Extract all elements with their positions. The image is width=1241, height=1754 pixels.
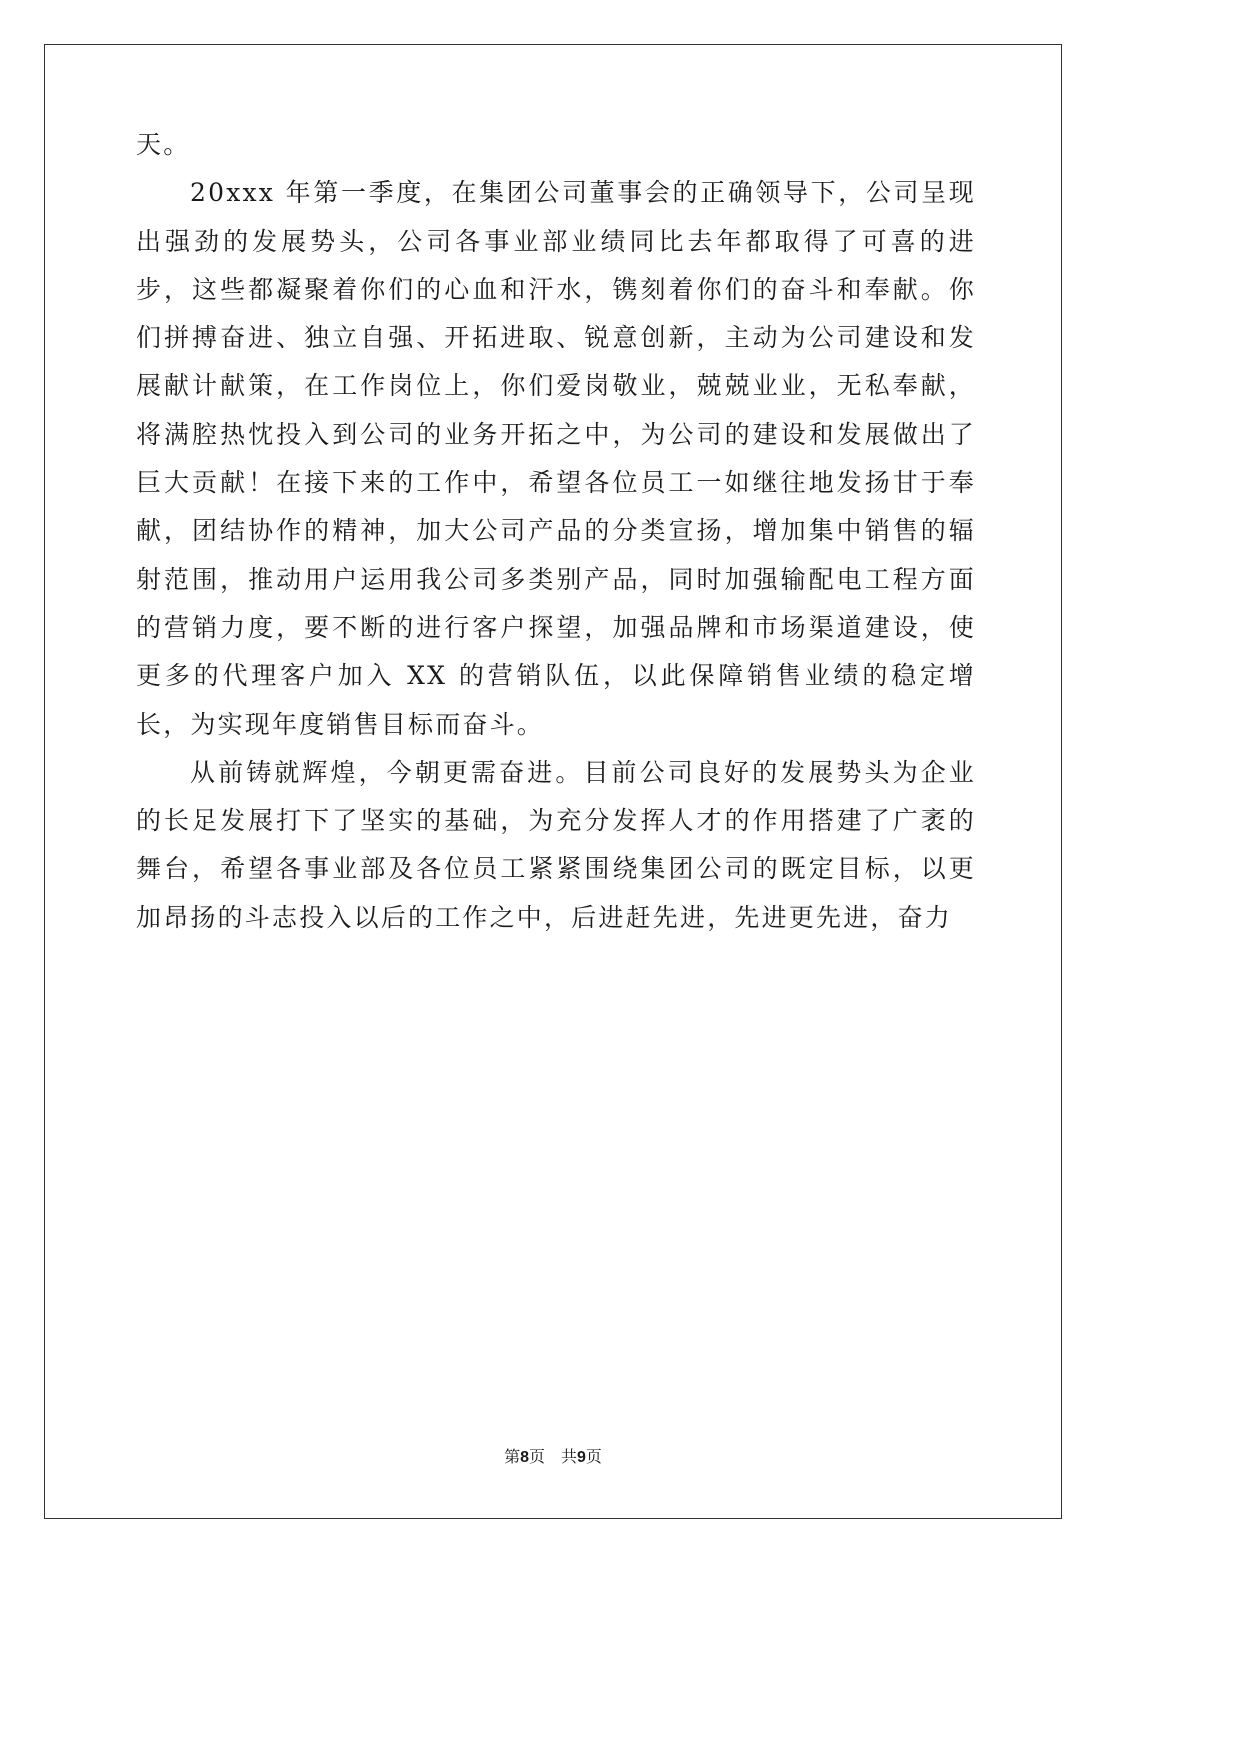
paragraph-quarterly-review: 20xxx 年第一季度，在集团公司董事会的正确领导下，公司呈现出强劲的发展势头，公司各事业部业绩同比去年都取得了可喜的进步，这些都凝聚着你们的心血和汗水，镌刻着你们的奋斗和奉献。你们拼搏奋进、独立自强、开拓进取、锐意创新，主动为公司建设和发展献计献策，在工作岗位上，你们爱岗敬业，兢兢业业，无私奉献，将满腔热忱投入到公司的业务开拓之中，为公司的建设和发展做出了巨大贡献！在接下来的工作中，希望各位员工一如继往地发扬甘于奉献，团结协作的精神，加大公司产品的分类宣扬，增加集中销售的辐射范围，推动用户运用我公司多类别产品，同时加强输配电工程方面的营销力度，要不断的进行客户探望，加强品牌和市场渠道建设，使更多的代理客户加入 XX 的营销队伍，以此保障销售业绩的稳定增长，为实现年度销售目标而奋斗。 bbox=[136, 178, 976, 739]
document-body bbox=[136, 121, 976, 942]
current-page-number: 8 bbox=[520, 1449, 529, 1466]
paragraph-continuation: 天。 bbox=[136, 130, 191, 159]
footer-page-unit: 页 bbox=[528, 1447, 545, 1466]
paragraph-outlook: 从前铸就辉煌，今朝更需奋进。目前公司良好的发展势头为企业的长足发展打下了坚实的基础，为充分发挥人才的作用搭建了广袤的舞台，希望各事业部及各位员工紧紧围绕集团公司的既定目标，以更加昂扬的斗志投入以后的工作之中，后进赶先进，先进更先进，奋力 bbox=[136, 757, 976, 932]
footer-total-unit: 页 bbox=[585, 1447, 602, 1466]
footer-prefix: 第 bbox=[504, 1447, 521, 1466]
footer-total-prefix: 共 bbox=[561, 1447, 578, 1466]
total-page-number: 9 bbox=[577, 1449, 586, 1466]
page-footer bbox=[0, 1444, 1106, 1467]
